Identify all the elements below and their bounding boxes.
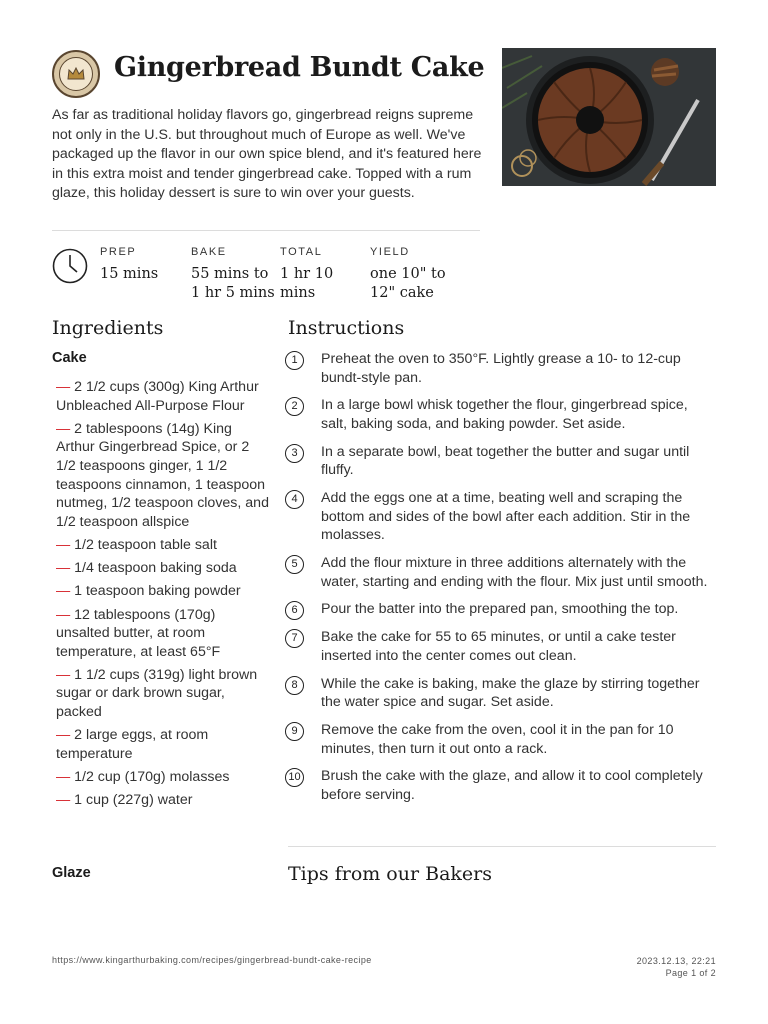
instruction-step [285, 600, 717, 619]
step-number: 7 [285, 629, 304, 648]
ingredient-text: 12 tablespoons (170g) unsalted butter, at room temperature, at least 65°F [56, 606, 221, 660]
ingredient-item: — 2 large eggs, at room temperature [56, 727, 209, 762]
stat-label: TOTAL [280, 246, 323, 258]
step-text: Bake the cake for 55 to 65 minutes, or until a cake tester inserted into the center comes out clean. [321, 629, 676, 664]
divider [288, 846, 716, 847]
step-text: Remove the cake from the oven, cool it in the pan for 10 minutes, then turn it out onto a rack. [321, 722, 674, 757]
instruction-step [285, 489, 717, 545]
footer-meta [637, 955, 716, 979]
ingredient-item: — 2 1/2 cups (300g) King Arthur Unbleached All-Purpose Flour [56, 379, 259, 414]
step-text: Add the flour mixture in three additions alternately with the water, starting and ending with the flour. Mix just until smooth. [321, 555, 708, 590]
recipe-intro: As far as traditional holiday flavors go, gingerbread reigns supreme not only in the U.S. but throughout much of Europe as well. We've packaged up the flavor in our own spice blend, and it's featured here in this extra moist and tender gingerbread cake. Topped with a rum glaze, this holiday dessert is sure to win over your guests. [52, 107, 482, 202]
step-text: In a large bowl whisk together the flour, gingerbread spice, salt, baking soda, and baking powder. Set aside. [321, 397, 688, 432]
step-text: Brush the cake with the glaze, and allow it to cool completely before serving. [321, 768, 703, 803]
stat-value: 55 mins to 1 hr 5 mins [191, 266, 275, 301]
step-number: 8 [285, 676, 304, 695]
instruction-step [285, 721, 717, 758]
step-number: 6 [285, 601, 304, 620]
stat-prep [100, 246, 158, 284]
step-number: 10 [285, 768, 304, 787]
ingredient-text: 1 1/2 cups (319g) light brown sugar or dark brown sugar, packed [56, 666, 258, 721]
stat-yield [370, 246, 446, 303]
ingredient-text: 1 teaspoon baking powder [74, 583, 241, 600]
instruction-step [285, 443, 717, 480]
ingredient-item: — 1/4 teaspoon baking soda [56, 560, 237, 577]
cake-ingredient-list [56, 378, 271, 814]
step-number: 3 [285, 444, 304, 463]
ingredient-text: 2 1/2 cups (300g) King Arthur Unbleached All-Purpose Flour [56, 379, 259, 414]
ingredient-text: 1 cup (227g) water [74, 792, 193, 809]
tips-heading: Tips from our Bakers [288, 863, 492, 885]
instruction-step [285, 396, 717, 433]
step-number: 4 [285, 490, 304, 509]
step-text: Preheat the oven to 350°F. Lightly grease a 10- to 12-cup bundt-style pan. [321, 351, 681, 386]
king-arthur-logo [52, 50, 100, 98]
instruction-step [285, 554, 717, 591]
ingredient-text: 1/4 teaspoon baking soda [74, 560, 237, 577]
stat-label: YIELD [370, 246, 410, 258]
stat-value: one 10" to 12" cake [370, 266, 446, 301]
stat-label: BAKE [191, 246, 227, 258]
instruction-step [285, 675, 717, 712]
ingredients-heading: Ingredients [52, 317, 164, 339]
clock-icon [52, 248, 88, 289]
stat-value: 15 mins [100, 266, 159, 282]
ingredient-item: — 1/2 teaspoon table salt [56, 536, 217, 553]
footer-page-number: Page 1 of 2 [665, 968, 716, 978]
ingredient-item: — 1/2 cup (170g) molasses [56, 769, 230, 786]
step-number: 5 [285, 555, 304, 574]
recipe-title: Gingerbread Bundt Cake [114, 52, 485, 83]
ingredient-text: 2 tablespoons (14g) King Arthur Gingerbread Spice, or 2 1/2 teaspoons ginger, 1 1/2 teaspoons cinnamon, 1 teaspoon nutmeg, 1/2 teaspoon cloves, and 1/2 teaspoon allspice [56, 420, 269, 530]
step-text: Pour the batter into the prepared pan, smoothing the top. [321, 601, 679, 618]
divider [52, 230, 480, 231]
step-text: In a separate bowl, beat together the butter and sugar until fluffy. [321, 443, 690, 479]
glaze-subheading: Glaze [52, 865, 91, 881]
step-number: 1 [285, 351, 304, 370]
crown-icon [59, 57, 93, 91]
ingredient-item: — 12 tablespoons (170g) unsalted butter, at room temperature, at least 65°F [56, 606, 221, 660]
cake-subheading: Cake [52, 350, 87, 366]
ingredient-text: 2 large eggs, at room temperature [56, 727, 209, 762]
footer-datetime: 2023.12.13, 22:21 [636, 956, 716, 966]
ingredient-text: 1/2 teaspoon table salt [74, 536, 217, 553]
instruction-step [285, 628, 717, 665]
hero-photo [502, 48, 716, 186]
step-text: While the cake is baking, make the glaze by stirring together the water spice and sugar. Set aside. [321, 675, 700, 711]
stat-label: PREP [100, 246, 137, 258]
instruction-steps [285, 350, 717, 814]
step-number: 9 [285, 722, 304, 741]
ingredient-item: — 2 tablespoons (14g) King Arthur Gingerbread Spice, or 2 1/2 teaspoons ginger, 1 1/2 teaspoons cinnamon, 1 teaspoon nutmeg, 1/2 teaspoon cloves, and 1/2 teaspoon allspice [56, 420, 269, 530]
footer-url[interactable]: https://www.kingarthurbaking.com/recipes/gingerbread-bundt-cake-recipe [52, 955, 372, 965]
stat-total [280, 246, 333, 303]
ingredient-item: — 1 cup (227g) water [56, 792, 193, 809]
instruction-step [285, 350, 717, 387]
ingredient-item: — 1 1/2 cups (319g) light brown sugar or dark brown sugar, packed [56, 666, 258, 721]
step-text: Add the eggs one at a time, beating well and scraping the bottom and sides of the bowl after each addition. Stir in the molasses. [321, 490, 691, 544]
instructions-heading: Instructions [288, 317, 405, 339]
stat-bake [191, 246, 275, 303]
ingredient-item: — 1 teaspoon baking powder [56, 583, 241, 600]
ingredient-text: 1/2 cup (170g) molasses [74, 769, 230, 786]
step-number: 2 [285, 397, 304, 416]
stat-value: 1 hr 10 mins [280, 266, 334, 301]
instruction-step [285, 767, 717, 804]
